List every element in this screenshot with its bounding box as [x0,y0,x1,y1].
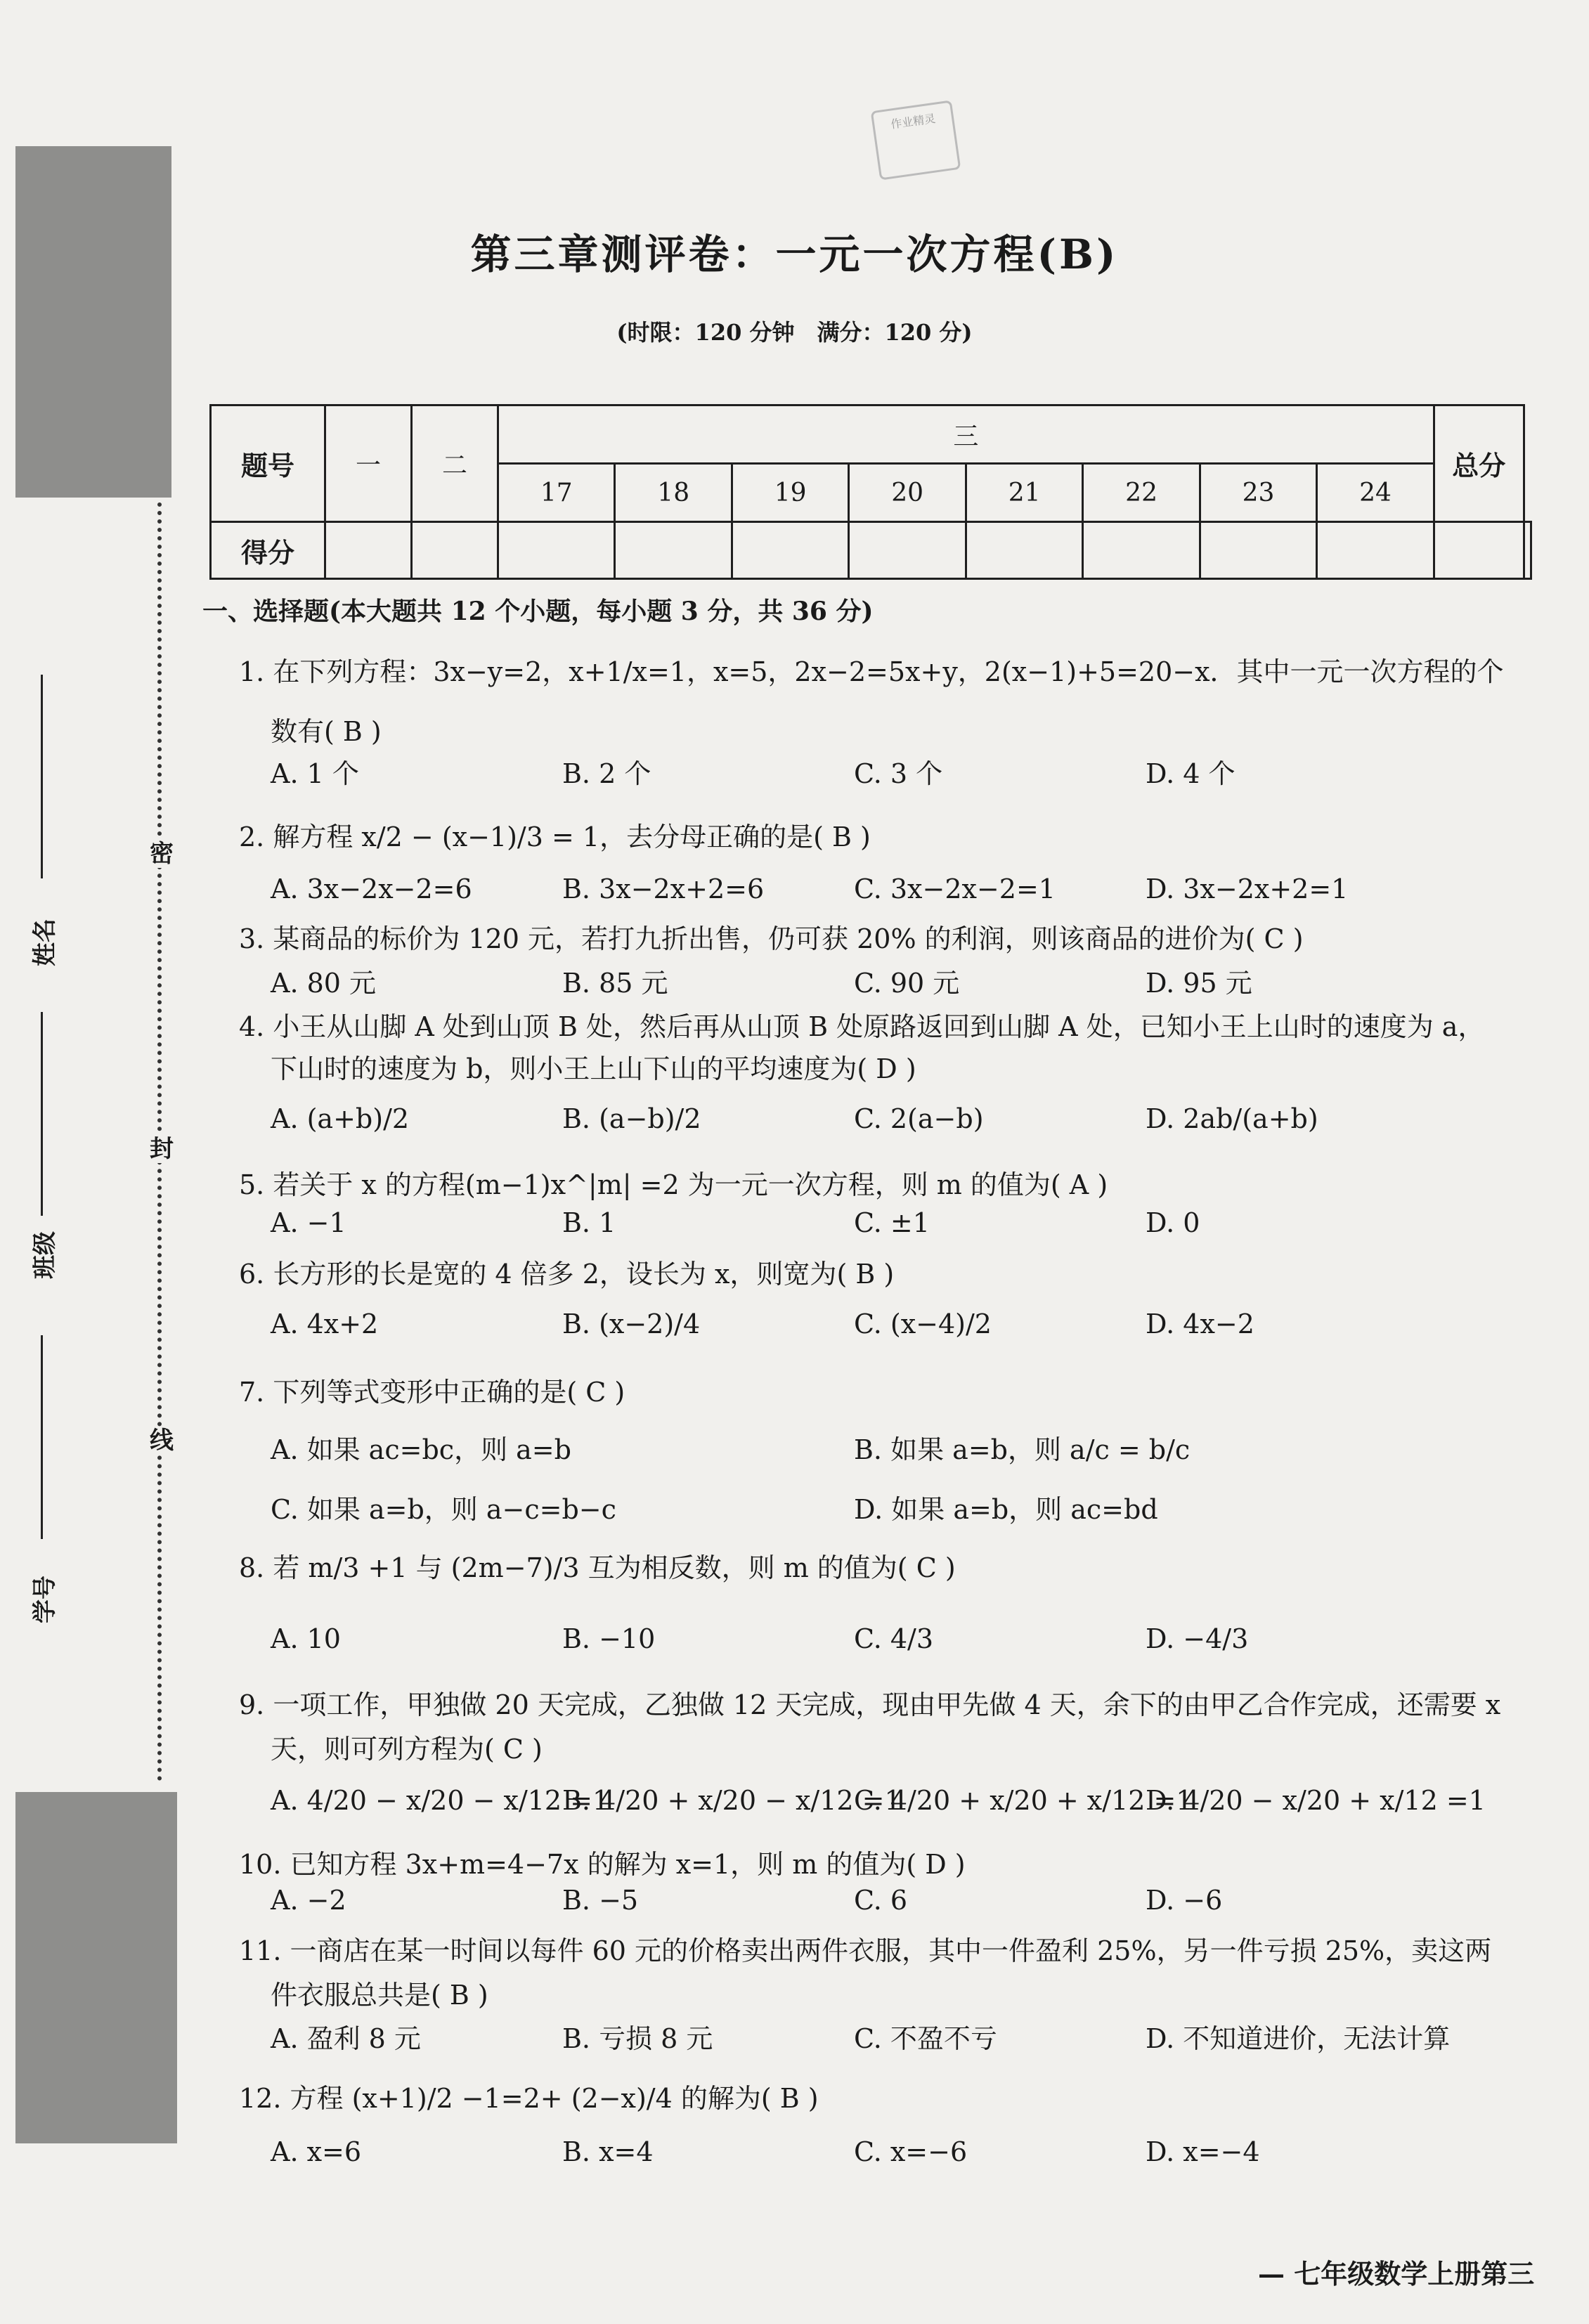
stamp-text: 作业精灵 [890,111,937,131]
question-9-stem-cont: 天，则可列方程为( C ) [271,1734,543,1765]
question-3-option-a[interactable]: A. 80 元 [271,968,377,999]
question-6-option-d[interactable]: D. 4x−2 [1146,1309,1254,1339]
question-9-option-a[interactable]: A. 4/20 − x/20 − x/12 =1 [271,1785,610,1816]
score-cell[interactable] [412,522,498,579]
question-5-option-b[interactable]: B. 1 [562,1207,616,1238]
question-5-option-c[interactable]: C. ±1 [854,1207,930,1238]
name-blank-line [41,675,43,878]
question-4-stem: 4. 小王从山脚 A 处到山顶 B 处，然后再从山顶 B 处原路返回到山脚 A 处，已知小王上山时的速度为 a， [239,1011,1485,1042]
question-1-option-a[interactable]: A. 1 个 [271,758,359,789]
binding-gray-block-bottom [15,1792,177,2143]
question-1-stem: 1. 在下列方程：3x−y=2，x+1/x=1，x=5，2x−2=5x+y，2(x−1)+5=20−x．其中一元一次方程的个 [239,656,1504,687]
question-5-option-a[interactable]: A. −1 [271,1207,346,1238]
score-cell[interactable] [1434,522,1524,579]
question-2-option-c[interactable]: C. 3x−2x−2=1 [854,874,1056,904]
question-4-stem-cont: 下山时的速度为 b，则小王上山下山的平均速度为( D ) [271,1053,916,1084]
question-9-option-d[interactable]: D. 4/20 − x/20 + x/12 =1 [1146,1785,1486,1816]
question-10-option-a[interactable]: A. −2 [271,1885,346,1916]
question-11-option-c[interactable]: C. 不盈不亏 [854,2023,997,2054]
score-table-sub-col: 18 [615,464,732,522]
question-5-option-d[interactable]: D. 0 [1146,1207,1200,1238]
class-blank-line [41,1012,43,1216]
question-8-stem: 8. 若 m/3 +1 与 (2m−7)/3 互为相反数，则 m 的值为( C ) [239,1552,956,1583]
question-11-option-d[interactable]: D. 不知道进价，无法计算 [1146,2023,1451,2054]
score-table-col-two: 二 [412,405,498,522]
question-11-option-a[interactable]: A. 盈利 8 元 [271,2023,421,2054]
question-7-option-b[interactable]: B. 如果 a=b，则 a/c = b/c [854,1434,1191,1465]
question-6-option-a[interactable]: A. 4x+2 [271,1309,379,1339]
question-4-option-a[interactable]: A. (a+b)/2 [271,1103,410,1134]
question-3-option-b[interactable]: B. 85 元 [562,968,668,999]
score-table-sub-col: 23 [1200,464,1316,522]
question-3-option-c[interactable]: C. 90 元 [854,968,960,999]
question-3-option-d[interactable]: D. 95 元 [1146,968,1252,999]
stamp-logo [871,100,961,180]
question-11-option-b[interactable]: B. 亏损 8 元 [562,2023,713,2054]
question-8-option-b[interactable]: B. −10 [562,1623,656,1654]
question-4-option-b[interactable]: B. (a−b)/2 [562,1103,701,1134]
question-12-option-d[interactable]: D. x=−4 [1146,2136,1260,2167]
score-table-sub-col: 21 [966,464,1082,522]
score-cell[interactable] [732,522,848,579]
section-heading: 一、选择题(本大题共 12 个小题，每小题 3 分，共 36 分) [202,597,874,626]
question-7-option-d[interactable]: D. 如果 a=b，则 ac=bd [854,1494,1158,1525]
question-9-option-b[interactable]: B. 4/20 + x/20 − x/12 =1 [562,1785,902,1816]
question-7-option-a[interactable]: A. 如果 ac=bc，则 a=b [271,1434,571,1465]
question-12-option-a[interactable]: A. x=6 [271,2136,362,2167]
question-1-option-d[interactable]: D. 4 个 [1146,758,1235,789]
question-8-option-d[interactable]: D. −4/3 [1146,1623,1249,1654]
seal-char-mi: 密 [148,840,176,868]
question-1-option-c[interactable]: C. 3 个 [854,758,943,789]
page-footer: — 七年级数学上册第三 [1258,2258,1535,2290]
question-8-option-a[interactable]: A. 10 [271,1623,341,1654]
question-11-stem-cont: 件衣服总共是( B ) [271,1980,488,2011]
score-cell[interactable] [498,522,615,579]
student-id-blank-line [41,1335,43,1539]
question-11-stem: 11. 一商店在某一时间以每件 60 元的价格卖出两件衣服，其中一件盈利 25%，另一件亏损 25%，卖这两 [239,1935,1492,1966]
question-7-stem: 7. 下列等式变形中正确的是( C ) [239,1377,625,1408]
question-10-option-d[interactable]: D. −6 [1146,1885,1223,1916]
score-table-sub-col: 24 [1317,464,1434,522]
class-label: 班级 [31,1231,59,1279]
name-label: 姓名 [31,918,59,966]
question-7-option-c[interactable]: C. 如果 a=b，则 a−c=b−c [271,1494,616,1525]
question-2-stem: 2. 解方程 x/2 − (x−1)/3 = 1，去分母正确的是( B ) [239,822,871,852]
question-10-stem: 10. 已知方程 3x+m=4−7x 的解为 x=1，则 m 的值为( D ) [239,1849,966,1880]
score-table-total-label: 总分 [1434,405,1524,522]
question-9-stem: 9. 一项工作，甲独做 20 天完成，乙独做 12 天完成，现由甲先做 4 天，余下的由甲乙合作完成，还需要 x [239,1689,1501,1720]
score-table-sub-col: 20 [849,464,966,522]
question-5-stem: 5. 若关于 x 的方程(m−1)x^|m| =2 为一元一次方程，则 m 的值为( A ) [239,1169,1108,1200]
score-cell[interactable] [1200,522,1316,579]
score-cell[interactable] [966,522,1082,579]
question-6-option-c[interactable]: C. (x−4)/2 [854,1309,992,1339]
seal-char-xian: 线 [148,1427,176,1455]
score-table-sub-col: 22 [1083,464,1200,522]
score-cell[interactable] [615,522,732,579]
score-table-question-label: 题号 [211,405,325,522]
score-cell[interactable] [325,522,412,579]
score-cell[interactable] [1317,522,1434,579]
question-12-stem: 12. 方程 (x+1)/2 −1=2+ (2−x)/4 的解为( B ) [239,2083,819,2114]
score-cell[interactable] [849,522,966,579]
student-id-label: 学号 [31,1576,59,1623]
question-12-option-c[interactable]: C. x=−6 [854,2136,968,2167]
question-10-option-b[interactable]: B. −5 [562,1885,639,1916]
page-subtitle: (时限：120 分钟 满分：120 分) [616,319,973,346]
question-4-option-d[interactable]: D. 2ab/(a+b) [1146,1103,1318,1134]
score-table-col-three: 三 [498,405,1434,464]
score-table-sub-col: 17 [498,464,615,522]
question-4-option-c[interactable]: C. 2(a−b) [854,1103,984,1134]
score-table-score-label: 得分 [211,522,325,579]
seal-char-feng: 封 [148,1135,176,1163]
question-8-option-c[interactable]: C. 4/3 [854,1623,934,1654]
question-1-option-b[interactable]: B. 2 个 [562,758,651,789]
score-cell[interactable] [1083,522,1200,579]
score-cell[interactable] [1524,522,1531,579]
page-title: 第三章测评卷：一元一次方程(B) [470,231,1119,278]
question-1-stem-cont: 数有( B ) [271,716,382,747]
question-9-option-c[interactable]: C. 4/20 + x/20 + x/12 =1 [854,1785,1193,1816]
score-table-sub-col: 19 [732,464,848,522]
question-2-option-d[interactable]: D. 3x−2x+2=1 [1146,874,1349,904]
question-10-option-c[interactable]: C. 6 [854,1885,908,1916]
score-table-col-one: 一 [325,405,412,522]
question-2-option-b[interactable]: B. 3x−2x+2=6 [562,874,765,904]
question-6-stem: 6. 长方形的长是宽的 4 倍多 2，设长为 x，则宽为( B ) [239,1259,895,1290]
question-6-option-b[interactable]: B. (x−2)/4 [562,1309,701,1339]
question-12-option-b[interactable]: B. x=4 [562,2136,654,2167]
question-3-stem: 3. 某商品的标价为 120 元，若打九折出售，仍可获 20% 的利润，则该商品的进价为( C ) [239,923,1304,954]
score-table [209,404,1532,580]
question-2-option-a[interactable]: A. 3x−2x−2=6 [271,874,472,904]
